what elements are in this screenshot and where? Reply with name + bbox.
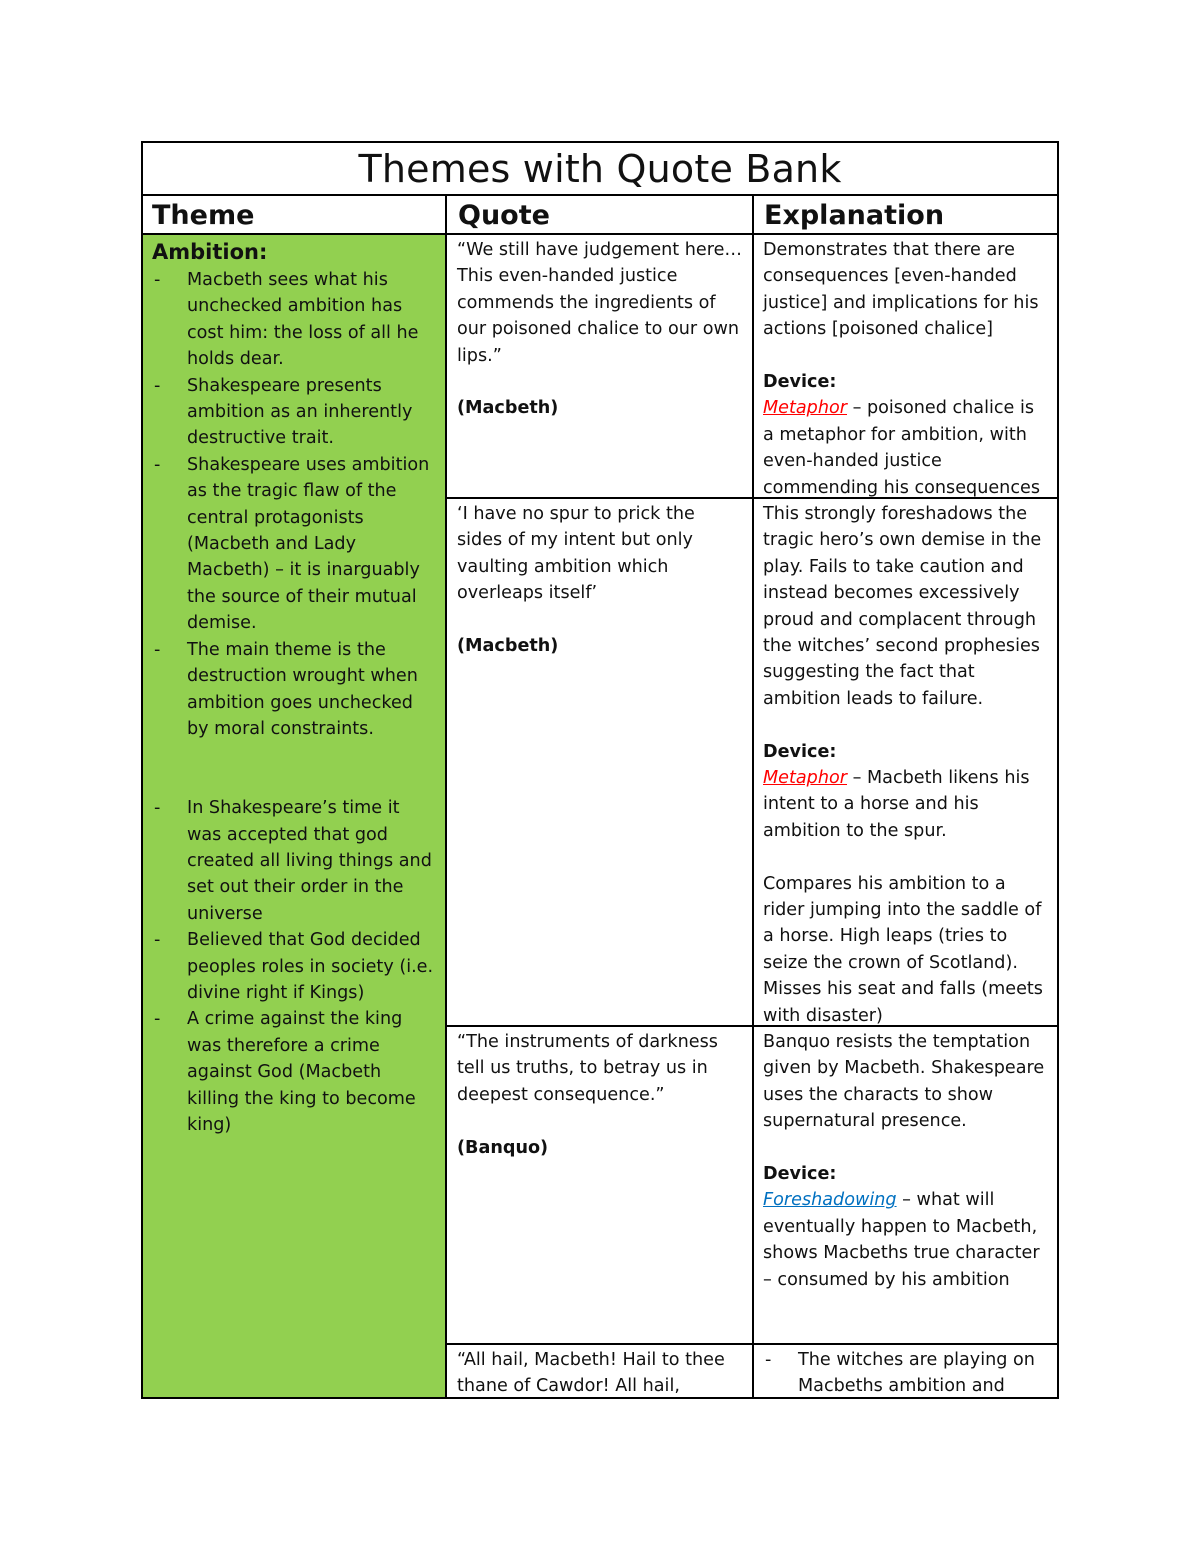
explanation-cell-2	[753, 499, 1059, 1025]
header-quote: Quote	[458, 200, 550, 231]
rule-under-title	[141, 194, 1059, 196]
quote-text: “We still have judgement here… This even-handed justice commends the ingredients of our poisoned chalice to our own lips.”	[457, 240, 743, 366]
theme-cell	[142, 235, 446, 1395]
quote-text: “All hail, Macbeth! Hail to thee thane of Cawdor! All hail,	[457, 1350, 725, 1397]
explanation-cell-1	[753, 235, 1059, 497]
device-description	[763, 395, 1049, 497]
device-label: Device:	[763, 1164, 837, 1185]
list-item: - Believed that God decided peoples roles in society (i.e. divine right if Kings)	[152, 927, 436, 1006]
explanation-cell-3	[753, 1027, 1059, 1343]
list-item: - In Shakespeare’s time it was accepted that god created all living things and set out their order in the universe	[152, 795, 436, 927]
quote-cell-3	[447, 1027, 753, 1343]
list-item: - Shakespeare uses ambition as the tragic flaw of the central protagonists (Macbeth and Lady Macbeth) – it is inarguably the source of their mutual demise.	[152, 452, 436, 637]
explanation-text: Banquo resists the temptation given by Macbeth. Shakespeare uses the characts to show supernatural presence.	[763, 1032, 1045, 1132]
device-description	[763, 1187, 1049, 1293]
border-right	[1057, 141, 1059, 1399]
quote-cell-2	[447, 499, 753, 1025]
quote-speaker: (Macbeth)	[457, 636, 559, 657]
quote-text: ‘I have no spur to prick the sides of my intent but only vaulting ambition which overleaps itself’	[457, 504, 695, 604]
divider-theme-quote	[445, 195, 447, 1399]
list-item: - Shakespeare presents ambition as an inherently destructive trait.	[152, 373, 436, 452]
border-left	[141, 141, 143, 1399]
list-item: - Macbeth sees what his unchecked ambition has cost him: the loss of all he holds dear.	[152, 267, 436, 373]
border-top	[141, 141, 1059, 143]
device-text: – poisoned chalice is a metaphor for ambition, with even-handed justice commending his consequences	[763, 398, 1040, 497]
explanation-cell-4	[753, 1345, 1059, 1399]
header-explanation: Explanation	[764, 200, 945, 231]
device-label: Device:	[763, 741, 837, 762]
device-text: – Macbeth likens his intent to a horse and his ambition to the spur.	[763, 768, 1030, 841]
theme-points-b	[152, 795, 436, 1138]
rule-under-headers	[141, 233, 1059, 235]
device-name-link[interactable]: Metaphor	[763, 768, 847, 789]
quote-cell-1	[447, 235, 753, 497]
divider-quote-explanation	[752, 195, 754, 1399]
row-divider-1	[446, 497, 1059, 499]
explanation-text: Demonstrates that there are consequences [even-handed justice] and implications for his actions [poisoned chalice]	[763, 240, 1039, 340]
quote-speaker: (Macbeth)	[457, 398, 559, 419]
list-item: - A crime against the king was therefore a crime against God (Macbeth killing the king to become king)	[152, 1006, 436, 1138]
row-divider-2	[446, 1025, 1059, 1027]
list-item: - The main theme is the destruction wrought when ambition goes unchecked by moral constraints.	[152, 637, 436, 743]
quote-cell-4	[447, 1345, 753, 1399]
theme-points-a	[152, 267, 436, 742]
device-text: – what will eventually happen to Macbeth, shows Macbeths true character – consumed by his ambition	[763, 1190, 1040, 1290]
theme-heading: Ambition:	[152, 240, 268, 264]
row-divider-3	[446, 1343, 1059, 1345]
table-title: Themes with Quote Bank	[358, 147, 842, 191]
header-theme: Theme	[152, 200, 255, 231]
list-item: - The witches are playing on Macbeths ambition and	[763, 1347, 1049, 1399]
device-description	[763, 765, 1049, 844]
quote-speaker: (Banquo)	[457, 1137, 549, 1158]
quote-bank-table	[141, 141, 1059, 1399]
border-bottom	[141, 1397, 1059, 1399]
quote-text: “The instruments of darkness tell us truths, to betray us in deepest consequence.”	[457, 1032, 718, 1105]
explanation-points	[763, 1347, 1049, 1399]
explanation-text: This strongly foreshadows the tragic hero’s own demise in the play. Fails to take caution and instead becomes excessively proud and complacent through the witches’ second prophesies suggesting the fact that ambition leads to failure.	[763, 504, 1042, 709]
explanation-extra: Compares his ambition to a rider jumping into the saddle of a horse. High leaps (tries to seize the crown of Scotland). Misses his seat and falls (meets with disaster)	[763, 873, 1043, 1025]
device-name-link[interactable]: Foreshadowing	[763, 1190, 897, 1211]
device-name-link[interactable]: Metaphor	[763, 398, 847, 419]
device-label: Device:	[763, 372, 837, 393]
